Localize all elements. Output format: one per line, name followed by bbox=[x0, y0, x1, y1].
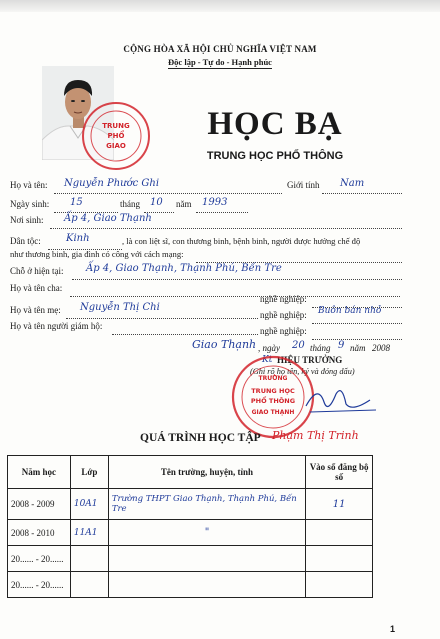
guardian-dots bbox=[112, 334, 258, 335]
mother-job-dots bbox=[312, 323, 402, 324]
gender-label: Giới tính bbox=[287, 180, 320, 190]
principal-signature bbox=[300, 380, 380, 420]
cell-year: 20...... - 20...... bbox=[8, 546, 71, 572]
date-day: 20 bbox=[292, 340, 305, 351]
gender-value: Nam bbox=[340, 178, 365, 189]
records-title: QUÁ TRÌNH HỌC TẬP bbox=[140, 432, 261, 444]
cell-year: 20...... - 20...... bbox=[8, 572, 71, 598]
page-number: 1 bbox=[390, 624, 396, 634]
header-class: Lớp bbox=[70, 456, 108, 489]
dob-day: 15 bbox=[70, 197, 83, 208]
cell-school bbox=[108, 546, 305, 572]
table-row bbox=[8, 546, 373, 572]
father-dots bbox=[70, 296, 400, 297]
date-year-label: năm bbox=[350, 343, 366, 353]
signature-note: (Ghi rõ họ tên, ký và đóng dấu) bbox=[250, 367, 355, 376]
mother-job-label: nghề nghiệp: bbox=[260, 310, 307, 320]
dob-year: 1993 bbox=[202, 197, 228, 208]
guardian-label: Họ và tên người giám hộ: bbox=[10, 321, 103, 331]
photo-seal bbox=[80, 100, 152, 172]
mother-dots bbox=[66, 318, 258, 319]
seal-text-top: TRƯỜNG bbox=[258, 375, 288, 382]
birthplace-dots bbox=[50, 228, 402, 229]
gender-dots bbox=[322, 193, 402, 194]
residence-label: Chỗ ở hiện tại: bbox=[10, 266, 64, 276]
date-month-label: tháng bbox=[310, 343, 331, 353]
cell-registry bbox=[306, 572, 373, 598]
svg-text:PHỔ: PHỔ bbox=[107, 132, 125, 140]
residence-value: Ấp 4, Giao Thạnh, Thạnh Phú, Bến Tre bbox=[86, 263, 282, 274]
status-text-2: như thương binh, gia đình có công với cách mạng: bbox=[10, 249, 184, 259]
ethnicity-label: Dân tộc: bbox=[10, 236, 41, 246]
cell-school: " bbox=[108, 520, 305, 546]
cell-year: 2008 - 2010 bbox=[8, 520, 71, 546]
signer-name: Phạm Thị Trinh bbox=[272, 429, 359, 442]
svg-text:GIAO: GIAO bbox=[106, 142, 126, 150]
status-text: , là con liệt sĩ, con thương binh, bệnh binh, người được hưởng chế độ bbox=[122, 236, 361, 246]
signature-place: Giao Thạnh bbox=[192, 338, 257, 351]
header-registry: Vào sổ đăng bộ số bbox=[306, 456, 373, 489]
principal-title: HIỆU TRƯỞNG bbox=[277, 355, 343, 365]
date-prefix: , ngày bbox=[258, 343, 280, 353]
seal-text-mid1: TRUNG HỌC bbox=[251, 387, 295, 395]
kt-prefix: Kt bbox=[262, 355, 273, 365]
scan-edge bbox=[0, 0, 440, 12]
header-school: Tên trường, huyện, tỉnh bbox=[108, 456, 305, 489]
ethnicity-value: Kinh bbox=[66, 233, 90, 244]
date-year: 2008 bbox=[372, 343, 390, 353]
header-school-year: Năm học bbox=[8, 456, 71, 489]
cell-registry: 11 bbox=[306, 489, 373, 520]
father-job-label: nghề nghiệp: bbox=[260, 294, 307, 304]
national-header: CỘNG HÒA XÃ HỘI CHỦ NGHĨA VIỆT NAM bbox=[123, 44, 317, 54]
cell-registry bbox=[306, 520, 373, 546]
cell-class: 11A1 bbox=[70, 520, 108, 546]
svg-text:TRUNG: TRUNG bbox=[102, 122, 130, 130]
table-row bbox=[8, 489, 373, 520]
birthplace-label: Nơi sinh: bbox=[10, 215, 44, 225]
cell-class bbox=[70, 546, 108, 572]
dob-month-label: tháng bbox=[120, 199, 140, 209]
cell-school bbox=[108, 572, 305, 598]
name-label: Họ và tên: bbox=[10, 180, 48, 190]
cell-registry bbox=[306, 546, 373, 572]
dob-month: 10 bbox=[150, 197, 163, 208]
cell-school: Trường THPT Giao Thạnh, Thạnh Phú, Bến Tre bbox=[108, 489, 305, 520]
seal-text-bottom: GIAO THẠNH bbox=[251, 409, 295, 416]
records-header-row bbox=[8, 456, 373, 489]
name-dots bbox=[54, 193, 282, 194]
table-row bbox=[8, 572, 373, 598]
document-subtitle: TRUNG HỌC PHỔ THÔNG bbox=[206, 150, 344, 162]
dob-year-dots bbox=[196, 212, 248, 213]
guardian-job-dots bbox=[312, 339, 402, 340]
birthplace-value: Ấp 4, Giao Thạnh bbox=[64, 213, 152, 224]
mother-label: Họ và tên mẹ: bbox=[10, 305, 61, 315]
residence-dots bbox=[72, 279, 402, 280]
table-row bbox=[8, 520, 373, 546]
guardian-job-label: nghề nghiệp: bbox=[260, 326, 307, 336]
date-month: 9 bbox=[338, 340, 345, 351]
mother-value: Nguyễn Thị Chi bbox=[80, 302, 160, 313]
cell-class bbox=[70, 572, 108, 598]
dob-label: Ngày sinh: bbox=[10, 199, 50, 209]
name-value: Nguyễn Phước Ghi bbox=[64, 178, 160, 189]
cell-class: 10A1 bbox=[70, 489, 108, 520]
records-table bbox=[7, 455, 373, 598]
seal-text-mid2: PHỔ THÔNG bbox=[250, 397, 296, 405]
document-title: HỌC BẠ bbox=[207, 106, 343, 142]
dob-year-label: năm bbox=[176, 199, 192, 209]
cell-year: 2008 - 2009 bbox=[8, 489, 71, 520]
mother-job-value: Buôn bán nhỏ bbox=[318, 306, 382, 316]
father-label: Họ và tên cha: bbox=[10, 283, 63, 293]
national-motto: Độc lập - Tự do - Hạnh phúc bbox=[168, 57, 272, 67]
